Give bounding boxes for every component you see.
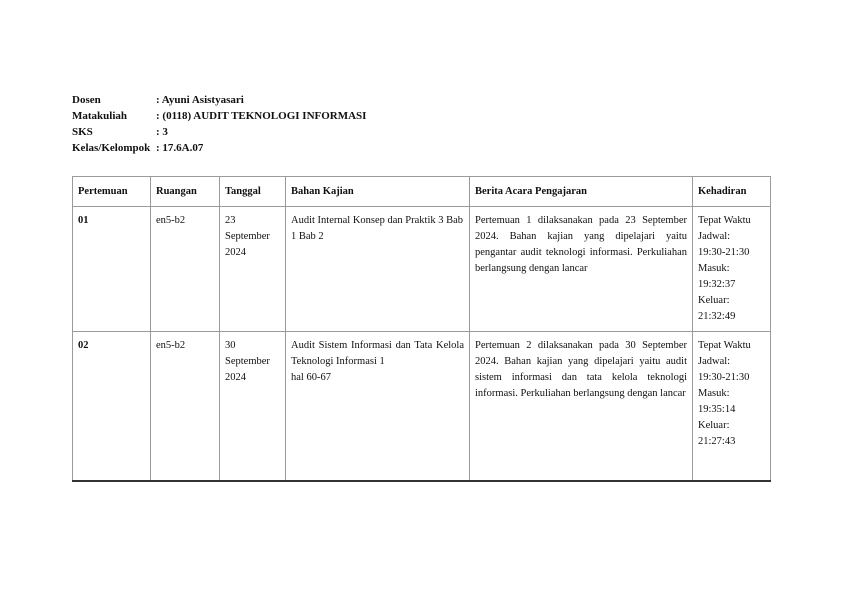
kehadiran-status: Tepat Waktu (698, 215, 751, 226)
kehadiran-jadwal-label: Jadwal: (698, 356, 731, 367)
dosen-row (72, 92, 366, 108)
kehadiran-keluar-value: 21:32:49 (698, 311, 736, 322)
pertemuan-cell: 01 (73, 207, 151, 332)
tanggal-year: 2024 (225, 247, 246, 258)
table-header-row (73, 177, 771, 207)
tanggal-cell (220, 207, 286, 332)
tanggal-day: 30 (225, 340, 236, 351)
kehadiran-keluar-label: Keluar: (698, 420, 730, 431)
kehadiran-status: Tepat Waktu (698, 340, 751, 351)
ruangan-cell: en5-b2 (151, 207, 220, 332)
bahan-kajian-topic: Audit Sistem Informasi dan Tata Kelola Teknologi Informasi 1 (291, 340, 464, 367)
col-header-pertemuan: Pertemuan (73, 177, 151, 207)
pertemuan-cell: 02 (73, 332, 151, 482)
kehadiran-jadwal-value: 19:30-21:30 (698, 372, 750, 383)
sks-row (72, 124, 366, 140)
bahan-kajian-cell (286, 332, 470, 482)
kehadiran-masuk-value: 19:35:14 (698, 404, 736, 415)
table-row (73, 207, 771, 332)
kehadiran-masuk-label: Masuk: (698, 263, 730, 274)
col-header-bahan-kajian: Bahan Kajian (286, 177, 470, 207)
kehadiran-cell (693, 332, 771, 482)
tanggal-month: September (225, 231, 270, 242)
kehadiran-masuk-label: Masuk: (698, 388, 730, 399)
dosen-label: Dosen (72, 94, 101, 106)
col-header-tanggal: Tanggal (220, 177, 286, 207)
berita-acara-cell: Pertemuan 1 dilaksanakan pada 23 September 2024. Bahan kajian yang dipelajari yaitu pengantar audit teknologi informasi. Perkuliahan berlangsung dengan lancar (470, 207, 693, 332)
kehadiran-keluar-value: 21:27:43 (698, 436, 736, 447)
sks-value: : 3 (156, 126, 168, 138)
kehadiran-keluar-label: Keluar: (698, 295, 730, 306)
course-info (72, 92, 366, 156)
kelas-row (72, 140, 366, 156)
tanggal-day: 23 (225, 215, 236, 226)
kehadiran-cell (693, 207, 771, 332)
dosen-value: : Ayuni Asistyasari (156, 94, 244, 106)
matakuliah-value: : (0118) AUDIT TEKNOLOGI INFORMASI (156, 110, 367, 122)
kehadiran-jadwal-value: 19:30-21:30 (698, 247, 750, 258)
kehadiran-masuk-value: 19:32:37 (698, 279, 736, 290)
teaching-log-table (72, 176, 771, 482)
tanggal-month: September (225, 356, 270, 367)
kelas-label: Kelas/Kelompok (72, 142, 151, 154)
bahan-kajian-cell: Audit Internal Konsep dan Praktik 3 Bab 1 Bab 2 (286, 207, 470, 332)
col-header-berita-acara: Berita Acara Pengajaran (470, 177, 693, 207)
col-header-ruangan: Ruangan (151, 177, 220, 207)
table-row (73, 332, 771, 482)
tanggal-cell (220, 332, 286, 482)
bahan-kajian-pages: hal 60-67 (291, 372, 331, 383)
matakuliah-label: Matakuliah (72, 110, 128, 122)
kehadiran-jadwal-label: Jadwal: (698, 231, 731, 242)
col-header-kehadiran: Kehadiran (693, 177, 771, 207)
kelas-value: : 17.6A.07 (156, 142, 204, 154)
berita-acara-cell: Pertemuan 2 dilaksanakan pada 30 September 2024. Bahan kajian yang dipelajari yaitu audit sistem informasi dan tata kelola teknologi informasi. Perkuliahan berlangsung dengan lancar (470, 332, 693, 482)
ruangan-cell: en5-b2 (151, 332, 220, 482)
matakuliah-row (72, 108, 366, 124)
tanggal-year: 2024 (225, 372, 246, 383)
sks-label: SKS (72, 126, 93, 138)
